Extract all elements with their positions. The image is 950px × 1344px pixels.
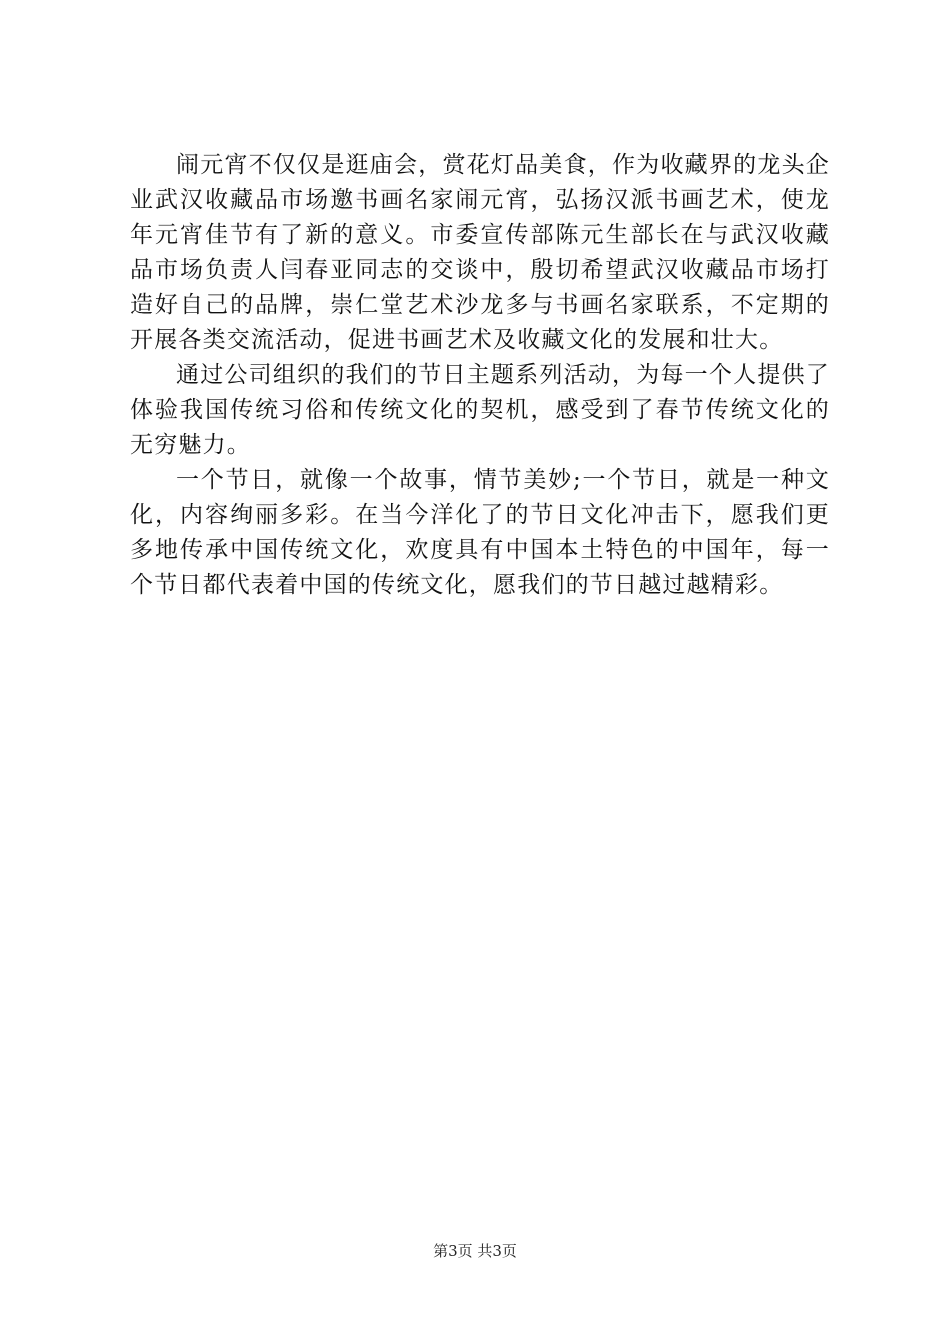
document-body [130,148,830,603]
page-footer: 第3页 共3页 [433,1242,517,1260]
paragraph: 闹元宵不仅仅是逛庙会，赏花灯品美食，作为收藏界的龙头企业武汉收藏品市场邀书画名家闹元宵，弘扬汉派书画艺术，使龙年元宵佳节有了新的意义。市委宣传部陈元生部长在与武汉收藏品市场负责人闫春亚同志的交谈中，殷切希望武汉收藏品市场打造好自己的品牌，崇仁堂艺术沙龙多与书画名家联系，不定期的开展各类交流活动，促进书画艺术及收藏文化的发展和壮大。 [130,152,830,353]
paragraph: 一个节日，就像一个故事，情节美妙;一个节日，就是一种文化，内容绚丽多彩。在当今洋化了的节日文化冲击下，愿我们更多地传承中国传统文化，欢度具有中国本土特色的中国年，每一个节日都代表着中国的传统文化，愿我们的节日越过越精彩。 [130,467,830,598]
paragraph: 通过公司组织的我们的节日主题系列活动，为每一个人提供了体验我国传统习俗和传统文化的契机，感受到了春节传统文化的无穷魅力。 [130,362,830,458]
